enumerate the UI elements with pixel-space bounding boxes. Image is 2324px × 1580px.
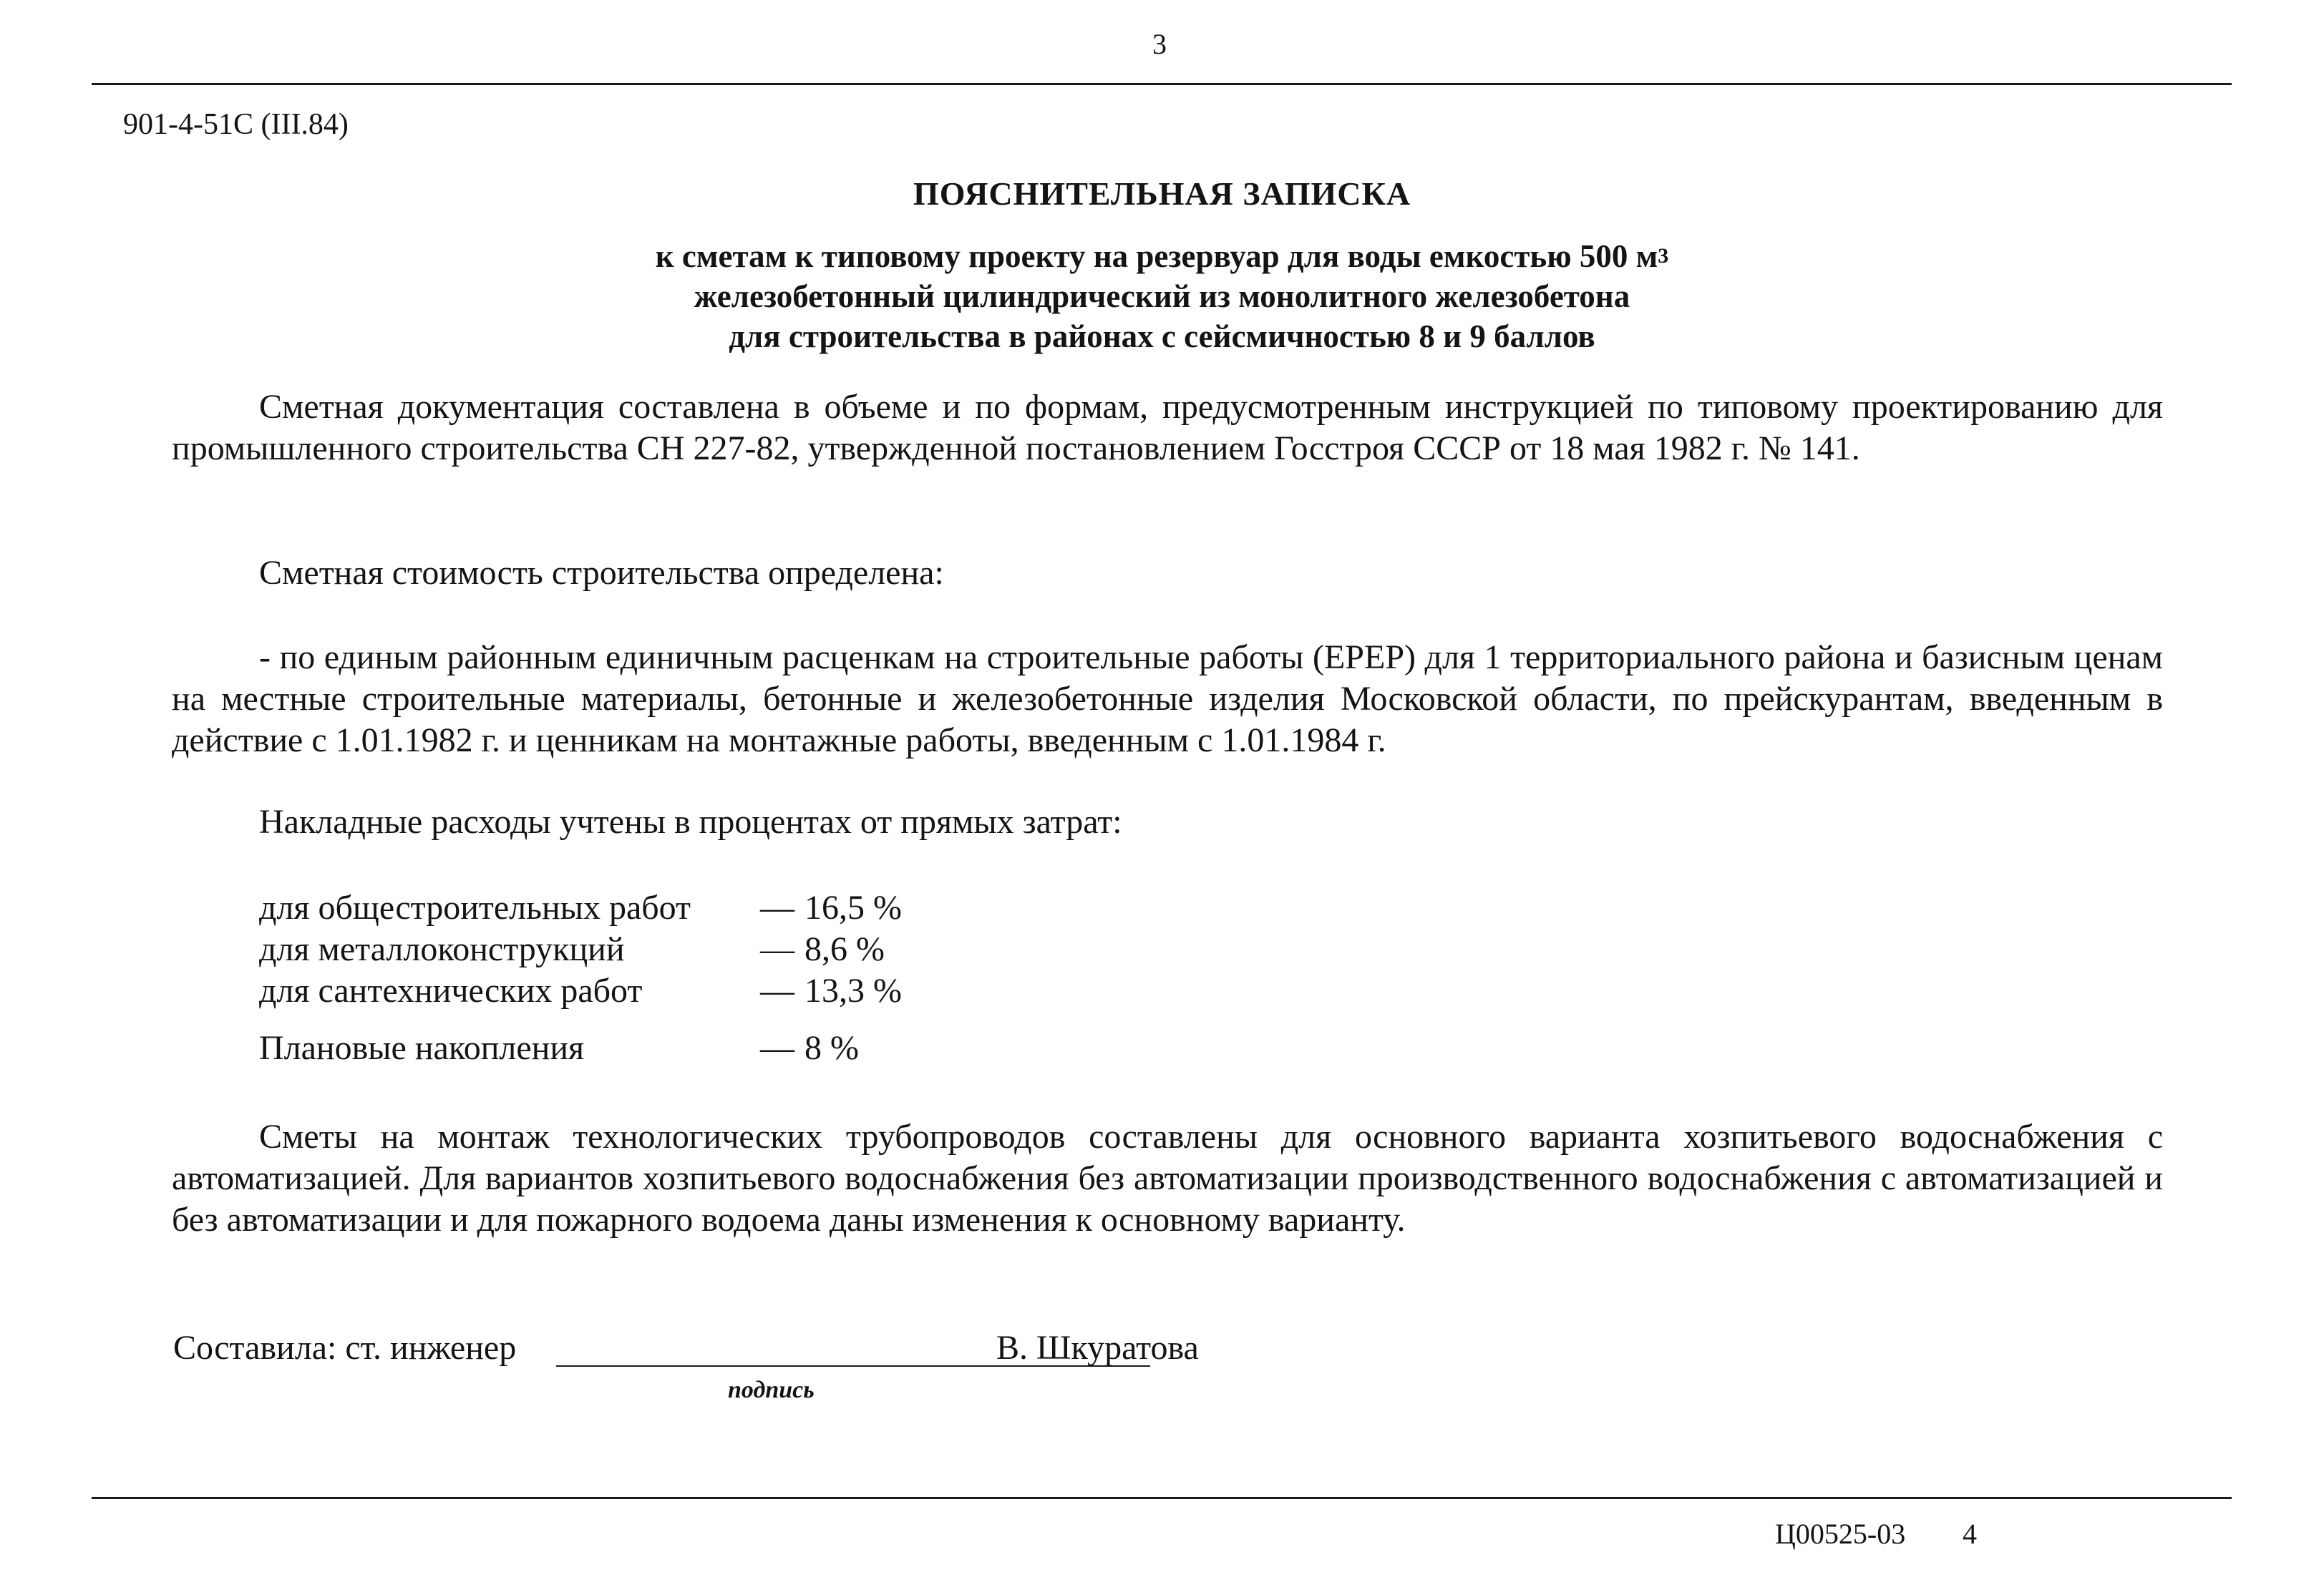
- document-subtitle: [0, 236, 2324, 356]
- rate-dash: —: [760, 1029, 794, 1067]
- document-title: ПОЯСНИТЕЛЬНАЯ ЗАПИСКА: [913, 175, 1411, 212]
- rate-dash: —: [760, 930, 794, 968]
- footer-page-number: 4: [1963, 1518, 1977, 1550]
- signature-block: [173, 1328, 1390, 1403]
- document-code: 901-4-51С (III.84): [123, 108, 349, 141]
- rate-value: 16,5 %: [804, 889, 902, 927]
- superscript: 3: [1658, 244, 1669, 268]
- rate-row: [259, 887, 962, 929]
- rate-value: 8 %: [804, 1029, 859, 1067]
- paragraph-overheads: Накладные расходы учтены в процентах от прямых затрат:: [259, 803, 1122, 841]
- overhead-rates-list: [259, 887, 962, 1069]
- page-number-top: 3: [1152, 28, 1167, 60]
- rate-label: для металлоконструкций: [259, 930, 625, 968]
- rate-dash: —: [760, 889, 794, 927]
- rate-row: [259, 929, 962, 970]
- paragraph-pipeline-estimates: Сметы на монтаж технологических трубопроводов составлены для основного варианта хозпитьевого водоснабжения с автоматизацией. Для вариантов хозпитьевого водоснабжения без автоматизации производственного водоснабжения с автоматизацией и без автоматизации и для пожарного водоема даны изменения к основному варианту.: [172, 1118, 2163, 1239]
- rate-row: [259, 970, 962, 1012]
- rate-label: для сантехнических работ: [259, 972, 643, 1010]
- bottom-rule: [92, 1497, 2232, 1499]
- subtitle-line-3: для строительства в районах с сейсмичностью 8 и 9 баллов: [729, 318, 1595, 354]
- top-rule: [92, 83, 2232, 85]
- rate-row-planned-savings: [259, 1028, 962, 1069]
- subtitle-line-1: к сметам к типовому проекту на резервуар для воды емкостью 500 $м^3$: [655, 238, 1669, 274]
- rate-label: для общестроительных работ: [259, 889, 691, 927]
- rate-dash: —: [760, 972, 794, 1010]
- rate-value: 13,3 %: [804, 972, 902, 1010]
- signer-name: В. Шкуратова: [996, 1329, 1199, 1367]
- signature-label: Составила: ст. инженер: [173, 1329, 517, 1367]
- paragraph-cost-defined: Сметная стоимость строительства определена:: [259, 554, 944, 592]
- subtitle-line-2: железобетонный цилиндрический из монолитного железобетона: [694, 278, 1630, 314]
- paragraph-rates-basis: - по единым районным единичным расценкам на строительные работы (ЕРЕР) для 1 территориального района и базисным ценам на местные строительные материалы, бетонные и железобетонные изделия Московской области, по прейскурантам, введенным в действие с 1.01.1982 г. и ценникам на монтажные работы, введенным с 1.01.1984 г.: [172, 638, 2163, 759]
- rate-label: Плановые накопления: [259, 1029, 585, 1067]
- paragraph-documentation: Сметная документация составлена в объеме и по формам, предусмотренным инструкцией по типовому проектированию для промышленного строительства СН 227-82, утвержденной постановлением Госстроя СССР от 18 мая 1982 г. № 141.: [172, 388, 2163, 467]
- footer-code: Ц00525-03: [1775, 1518, 1906, 1550]
- rate-value: 8,6 %: [804, 930, 885, 968]
- signature-caption: подпись: [728, 1377, 815, 1403]
